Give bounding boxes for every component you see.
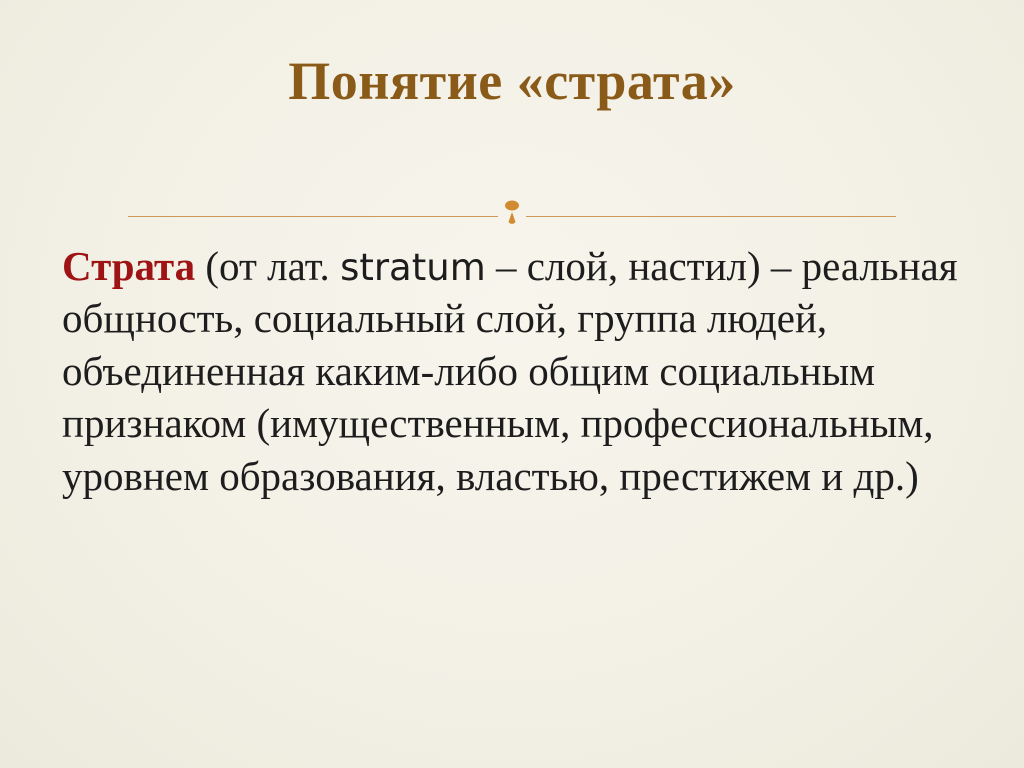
- title-divider: [128, 200, 896, 232]
- page-title: Понятие «страта»: [288, 51, 736, 111]
- divider-rule-right: [526, 216, 896, 217]
- definition-term: Страта: [62, 243, 196, 289]
- definition-origin-prefix: (от лат.: [195, 243, 341, 289]
- hourglass-ornament-icon: [497, 200, 527, 232]
- definition-origin-suffix: – слой, настил): [485, 243, 761, 289]
- definition-origin-latin: stratum: [340, 246, 486, 289]
- divider-rule-left: [128, 216, 498, 217]
- definition-body: – реальная общность, социальный слой, группа людей, объединенная каким-либо общим социальным признаком (имущественным, профессиональным, уровнем образования, властью, престижем и др.): [62, 243, 958, 499]
- definition-paragraph: [62, 240, 974, 502]
